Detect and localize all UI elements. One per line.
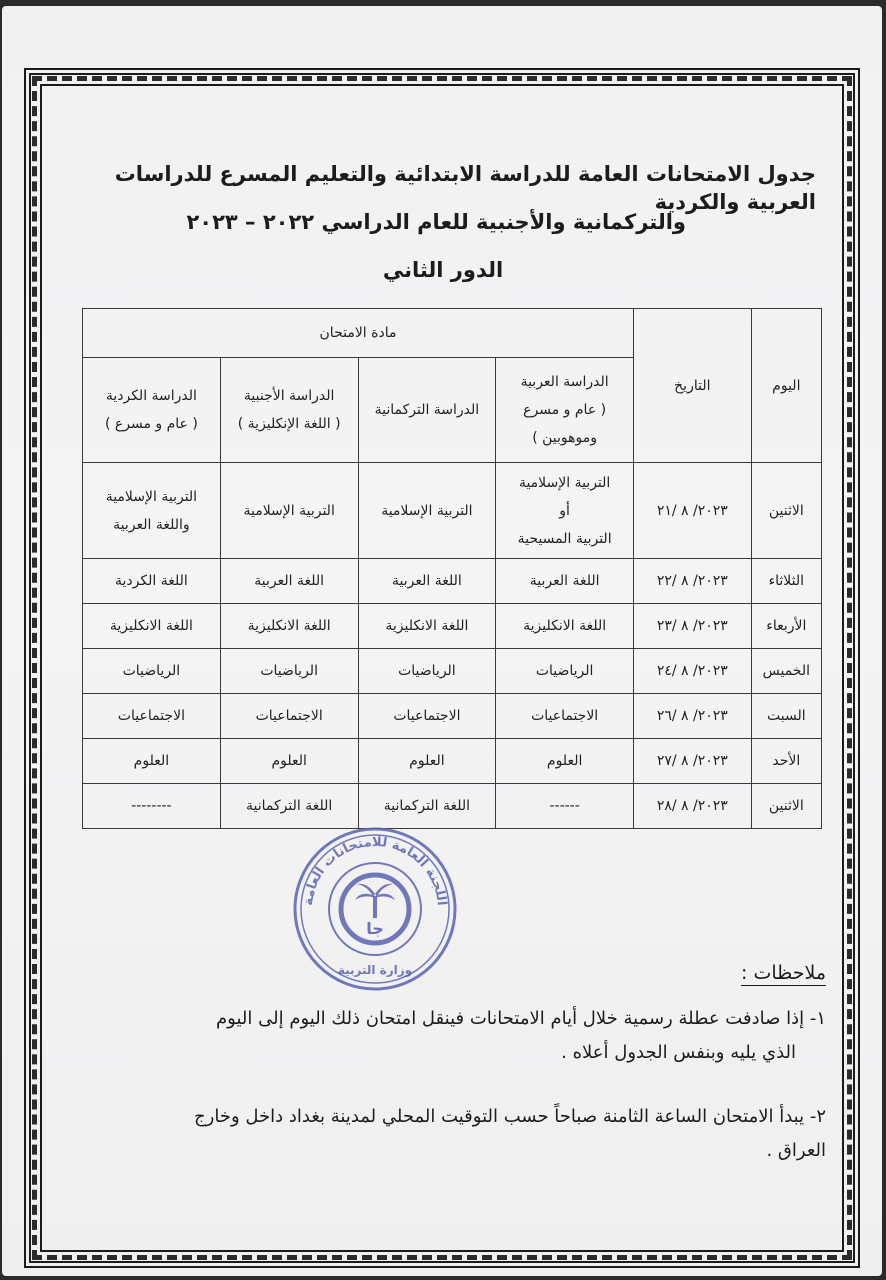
exam-round-heading: الدور الثاني	[382, 258, 504, 282]
table-row	[83, 784, 822, 829]
subject-cell: الاجتماعيات	[358, 694, 496, 739]
note-line: العراق .	[766, 1140, 826, 1161]
subject-cell: الرياضيات	[220, 649, 358, 694]
study-label: الدراسة التركمانية	[374, 402, 480, 418]
subject-text: أو	[559, 502, 570, 519]
subject-text: واللغة العربية	[113, 516, 190, 533]
subject-cell: الرياضيات	[358, 649, 496, 694]
subject-cell: العلوم	[83, 739, 221, 784]
subject-cell: اللغة الانكليزية	[358, 604, 496, 649]
header-date: التاريخ	[634, 309, 752, 463]
ministry-seal	[290, 824, 460, 994]
subject-cell	[358, 463, 496, 559]
header-subject: مادة الامتحان	[83, 309, 634, 358]
day-cell: الخميس	[751, 649, 821, 694]
seal-center-text: جا	[366, 919, 384, 938]
subject-cell: اللغة العربية	[358, 559, 496, 604]
header-study-foreign	[220, 358, 358, 463]
study-label: الدراسة الأجنبية	[243, 388, 335, 404]
day-cell: الاثنين	[751, 463, 821, 559]
date-cell: ٢٠٢٣/ ٨ /٢٣	[634, 604, 752, 649]
note-line: ١- إذا صادفت عطلة رسمية خلال أيام الامتحانات فينقل امتحان ذلك اليوم إلى اليوم	[216, 1008, 826, 1029]
header-study-kurdish	[83, 358, 221, 463]
note-item	[86, 1002, 826, 1070]
date-cell: ٢٠٢٣/ ٨ /٢٢	[634, 559, 752, 604]
date-cell: ٢٠٢٣/ ٨ /٢٨	[634, 784, 752, 829]
subject-text: التربية الإسلامية	[105, 488, 198, 505]
day-cell: الأربعاء	[751, 604, 821, 649]
subject-cell: الرياضيات	[83, 649, 221, 694]
seal-ministry-text: وزارة التربية	[337, 963, 413, 977]
seal-text: اللجنة العامة للامتحانات العامة	[301, 834, 449, 907]
header-study-arabic	[496, 358, 634, 463]
date-cell: ٢٠٢٣/ ٨ /٢٧	[634, 739, 752, 784]
subject-cell: ------	[496, 784, 634, 829]
subject-text: التربية المسيحية	[517, 530, 612, 547]
table-row	[83, 649, 822, 694]
day-cell: الأحد	[751, 739, 821, 784]
day-cell: السبت	[751, 694, 821, 739]
note-line: الذي يليه وبنفس الجدول أعلاه .	[561, 1042, 796, 1063]
table-row	[83, 604, 822, 649]
subject-cell: اللغة التركمانية	[220, 784, 358, 829]
document-title-line2: والتركمانية والأجنبية للعام الدراسي ٢٠٢٢ – ٢٠٢٣	[186, 210, 686, 234]
table-row	[83, 463, 822, 559]
subject-cell	[220, 463, 358, 559]
day-cell: الثلاثاء	[751, 559, 821, 604]
palm-icon	[355, 884, 395, 918]
date-cell: ٢٠٢٣/ ٨ /٢٦	[634, 694, 752, 739]
subject-cell: اللغة الكردية	[83, 559, 221, 604]
document-title-line1: جدول الامتحانات العامة للدراسة الابتدائية والتعليم المسرع للدراسات العربية والكردية	[114, 162, 816, 214]
subject-cell: اللغة الانكليزية	[496, 604, 634, 649]
notes-heading: ملاحظات :	[741, 962, 826, 984]
subject-cell: اللغة الانكليزية	[220, 604, 358, 649]
exam-schedule-table	[82, 308, 822, 829]
date-cell: ٢٠٢٣/ ٨ /٢٤	[634, 649, 752, 694]
table-row	[83, 694, 822, 739]
subject-cell: --------	[83, 784, 221, 829]
date-cell: ٢٠٢٣/ ٨ /٢١	[634, 463, 752, 559]
note-line: ٢- يبدأ الامتحان الساعة الثامنة صباحاً حسب التوقيت المحلي لمدينة بغداد داخل وخارج	[194, 1106, 826, 1127]
subject-cell: الاجتماعيات	[496, 694, 634, 739]
subject-cell	[83, 463, 221, 559]
subject-cell: الاجتماعيات	[83, 694, 221, 739]
study-label: ( عام و مسرع	[523, 402, 607, 418]
study-label: الدراسة العربية	[520, 374, 609, 390]
study-label: وموهوبين )	[532, 430, 598, 446]
study-label: الدراسة الكردية	[105, 388, 197, 404]
header-study-turkmen	[358, 358, 496, 463]
table-row	[83, 559, 822, 604]
subject-cell: اللغة العربية	[220, 559, 358, 604]
header-day: اليوم	[751, 309, 821, 463]
subject-cell: العلوم	[496, 739, 634, 784]
subject-cell: اللغة التركمانية	[358, 784, 496, 829]
subject-text: التربية الإسلامية	[518, 474, 611, 491]
subject-text: التربية الإسلامية	[243, 502, 335, 519]
subject-text: التربية الإسلامية	[381, 502, 473, 519]
study-label: ( عام و مسرع )	[104, 416, 198, 432]
subject-cell: اللغة الانكليزية	[83, 604, 221, 649]
day-cell: الاثنين	[751, 784, 821, 829]
study-label: ( اللغة الإنكليزية )	[237, 416, 341, 432]
subject-cell	[496, 463, 634, 559]
subject-cell: العلوم	[358, 739, 496, 784]
subject-cell: الاجتماعيات	[220, 694, 358, 739]
subject-cell: العلوم	[220, 739, 358, 784]
subject-cell: اللغة العربية	[496, 559, 634, 604]
subject-cell: الرياضيات	[496, 649, 634, 694]
svg-text:اللجنة العامة للامتحانات العام	[301, 835, 449, 906]
table-row	[83, 739, 822, 784]
note-item	[86, 1100, 826, 1168]
